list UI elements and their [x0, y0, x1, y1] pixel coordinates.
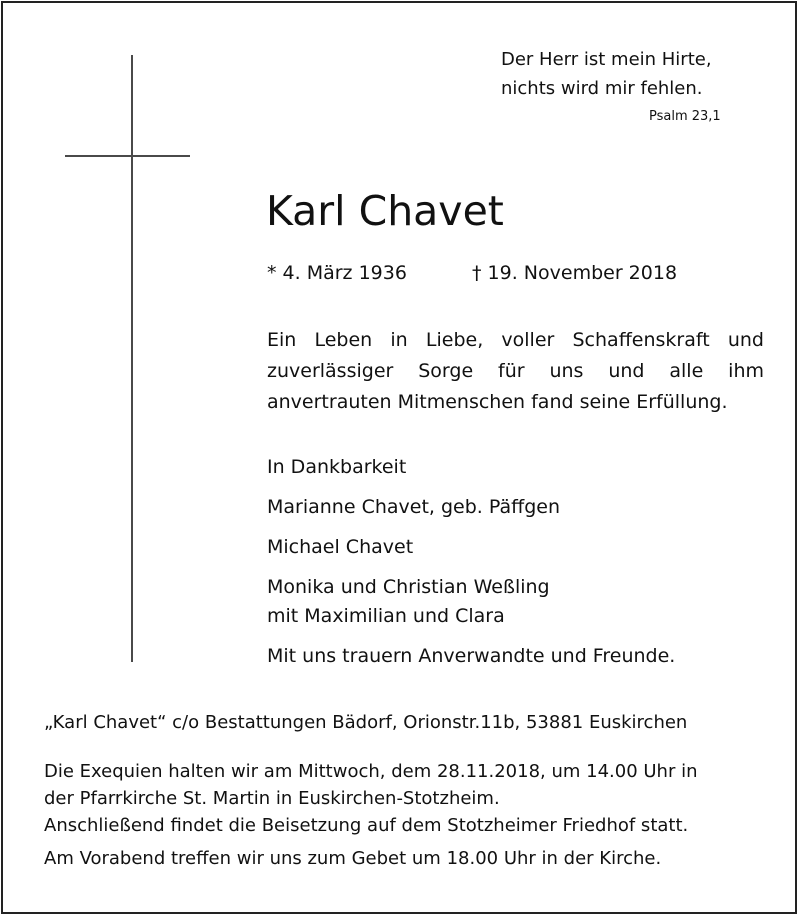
- psalm-quote: [501, 45, 751, 103]
- service-details: [44, 758, 764, 872]
- condolence-address: „Karl Chavet“ c/o Bestattungen Bädorf, Orionstr.11b, 53881 Euskirchen: [44, 712, 688, 733]
- deceased-name: Karl Chavet: [266, 187, 504, 235]
- cross-icon-crossbar: [65, 155, 190, 157]
- mourner-name: mit Maximilian und Clara: [267, 605, 505, 627]
- psalm-line-2: nichts wird mir fehlen.: [501, 78, 703, 99]
- mourners-intro: In Dankbarkeit: [267, 456, 407, 478]
- mourners-closing: Mit uns trauern Anverwandte und Freunde.: [267, 645, 676, 667]
- cross-icon: [131, 55, 133, 662]
- service-line-3: Anschließend findet die Beisetzung auf dem Stotzheimer Friedhof statt.: [44, 815, 689, 836]
- mourner-name: Michael Chavet: [267, 536, 414, 558]
- psalm-reference: Psalm 23,1: [649, 109, 721, 124]
- service-line-2: der Pfarrkirche St. Martin in Euskirchen-Stotzheim.: [44, 788, 500, 809]
- birth-date: * 4. März 1936: [267, 262, 407, 284]
- mourner-name: Marianne Chavet, geb. Päffgen: [267, 496, 561, 518]
- service-line-1: Die Exequien halten wir am Mittwoch, dem 28.11.2018, um 14.00 Uhr in: [44, 761, 698, 782]
- tribute-text: Ein Leben in Liebe, voller Schaffenskraft und zuverlässiger Sorge für uns und alle ihm anvertrauten Mitmenschen fand seine Erfüllung.: [267, 329, 764, 413]
- death-date: † 19. November 2018: [472, 262, 678, 284]
- mourners-list: [267, 453, 767, 671]
- psalm-line-1: Der Herr ist mein Hirte,: [501, 49, 712, 70]
- service-line-4: Am Vorabend treffen wir uns zum Gebet um 18.00 Uhr in der Kirche.: [44, 848, 662, 869]
- mourner-name: Monika und Christian Weßling: [267, 576, 550, 598]
